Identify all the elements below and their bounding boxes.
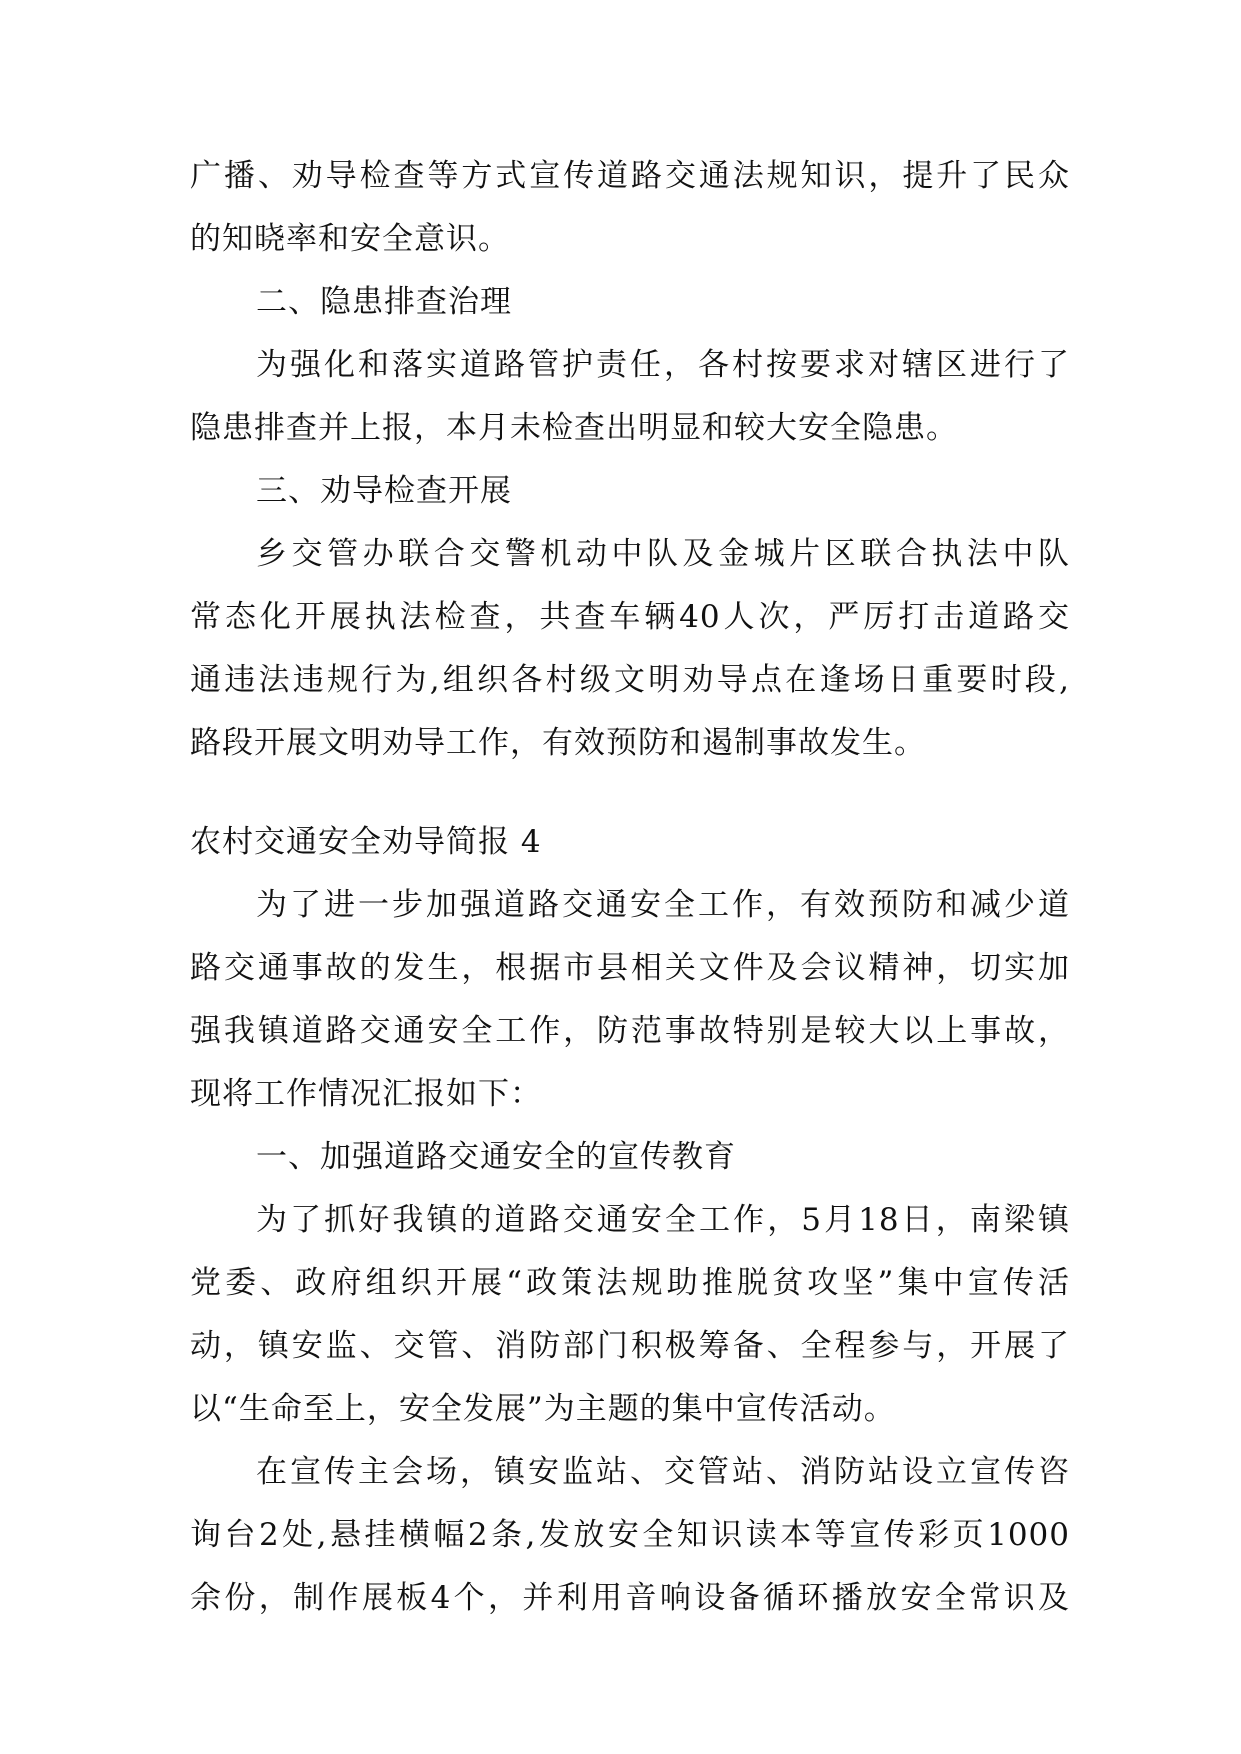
paragraph-line: 为了抓好我镇的道路交通安全工作，5月18日，南梁镇 bbox=[256, 1202, 1070, 1238]
paragraph-line: 为强化和落实道路管护责任，各村按要求对辖区进行了 bbox=[256, 347, 1070, 383]
report-title: 农村交通安全劝导简报 4 bbox=[190, 824, 542, 860]
paragraph-line: 乡交管办联合交警机动中队及金城片区联合执法中队 bbox=[256, 536, 1070, 572]
paragraph-line: 隐患排查并上报，本月未检查出明显和较大安全隐患。 bbox=[190, 410, 958, 446]
paragraph-line: 在宣传主会场，镇安监站、交管站、消防站设立宣传咨 bbox=[256, 1454, 1070, 1490]
paragraph-line: 的知晓率和安全意识。 bbox=[190, 221, 510, 257]
paragraph-line: 为了进一步加强道路交通安全工作，有效预防和减少道 bbox=[256, 887, 1070, 923]
paragraph-line: 询台2处,悬挂横幅2条,发放安全知识读本等宣传彩页1000 bbox=[190, 1517, 1070, 1553]
paragraph-line: 路交通事故的发生，根据市县相关文件及会议精神，切实加 bbox=[190, 950, 1070, 986]
paragraph-line: 常态化开展执法检查，共查车辆40人次，严厉打击道路交 bbox=[190, 599, 1070, 635]
paragraph-line: 强我镇道路交通安全工作，防范事故特别是较大以上事故， bbox=[190, 1013, 1070, 1049]
section-heading: 二、隐患排查治理 bbox=[256, 284, 512, 320]
paragraph-line: 通违法违规行为,组织各村级文明劝导点在逢场日重要时段, bbox=[190, 662, 1070, 698]
section-heading: 一、加强道路交通安全的宣传教育 bbox=[256, 1139, 736, 1175]
section-heading: 三、劝导检查开展 bbox=[256, 473, 512, 509]
paragraph-line: 以“生命至上，安全发展”为主题的集中宣传活动。 bbox=[190, 1391, 896, 1427]
paragraph-line: 路段开展文明劝导工作，有效预防和遏制事故发生。 bbox=[190, 725, 926, 761]
paragraph-line: 动，镇安监、交管、消防部门积极筹备、全程参与，开展了 bbox=[190, 1328, 1070, 1364]
paragraph-line: 余份，制作展板4个，并利用音响设备循环播放安全常识及 bbox=[190, 1580, 1070, 1616]
paragraph-line: 党委、政府组织开展“政策法规助推脱贫攻坚”集中宣传活 bbox=[190, 1265, 1070, 1301]
paragraph-line: 现将工作情况汇报如下： bbox=[190, 1076, 542, 1112]
paragraph-line: 广播、劝导检查等方式宣传道路交通法规知识，提升了民众 bbox=[190, 158, 1070, 194]
